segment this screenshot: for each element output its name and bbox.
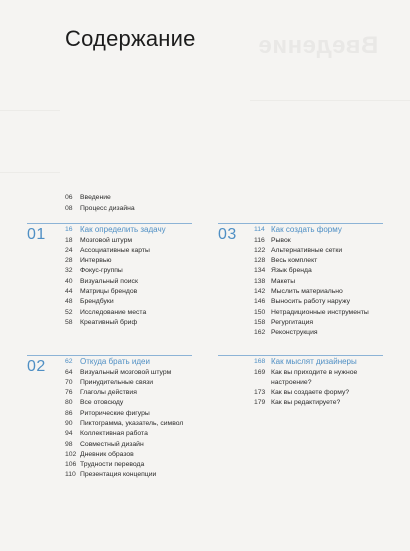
page-number: 179 [254,399,266,407]
page-number: 134 [254,267,266,275]
page-number: 114 [254,226,265,233]
page-number: 48 [65,298,73,306]
toc-entry[interactable] [254,398,357,408]
entry-label: Процесс дизайна [80,204,135,212]
toc-entry[interactable] [254,277,369,287]
section-rule [218,355,383,356]
entry-label: Рывок [271,236,291,244]
section-rule [218,223,383,224]
page-number: 18 [65,236,73,244]
page-number: 80 [65,399,73,407]
heading-label: Откуда брать идеи [80,357,150,366]
heading-label: Как определить задачу [80,225,166,234]
entry-label: Язык бренда [271,267,312,275]
entry-label: Как вы редактируете? [271,399,341,407]
page-number: 62 [65,358,73,365]
ghost-title: Введение [258,32,379,59]
entry-label: Дневник образов [80,450,134,458]
entry-label: Введение [80,194,111,201]
page-number: 142 [254,287,266,295]
toc-entry[interactable] [65,460,183,470]
toc-entry[interactable] [65,266,166,276]
entry-label: Коллективная работа [80,430,148,438]
toc-entry[interactable] [65,388,183,398]
toc-entry[interactable] [65,246,166,256]
page-number: 32 [65,267,73,275]
section-heading[interactable] [65,357,183,368]
entry-label: Альтернативные сетки [271,246,343,254]
toc-entry[interactable] [65,378,183,388]
page-number: 168 [254,358,266,365]
page-number: 162 [254,329,266,337]
toc-entry[interactable] [65,204,135,215]
entry-label: настроение? [271,378,312,386]
page-number: 128 [254,257,266,265]
entry-label: Брендбуки [80,298,114,306]
toc-entry[interactable] [65,398,183,408]
page-number: 150 [254,308,266,316]
page-number: 158 [254,318,266,326]
toc-entry[interactable] [65,368,183,378]
page-number: 08 [65,204,73,212]
page-number: 40 [65,277,73,285]
toc-entry[interactable] [65,440,183,450]
page-number: 173 [254,389,266,397]
entry-label: Презентация концепции [80,471,157,479]
section-number: 01 [27,226,46,243]
entry-label: Исследование места [80,308,147,316]
entry-label: Глаголы действия [80,389,137,397]
toc-entry[interactable] [254,328,369,338]
entry-label: Креативный бриф [80,318,138,326]
toc-entry[interactable] [65,287,166,297]
section-rule [27,355,192,356]
page-number: 106 [65,461,77,469]
entry-label: Визуальный мозговой штурм [80,368,172,376]
entry-label: Реконструкция [271,329,318,337]
toc-entry[interactable] [65,256,166,266]
toc-entry[interactable] [254,287,369,297]
page-title: Содержание [65,26,196,51]
ghost-lines [0,60,410,200]
toc-entry[interactable] [65,419,183,429]
toc-entry[interactable] [65,308,166,318]
page-number: 58 [65,318,73,326]
heading-label: Как создать форму [271,225,342,234]
entry-label: Макеты [271,277,296,285]
entry-label: Как вы приходите в нужное [271,368,358,376]
section-rule [27,223,192,224]
page-number: 98 [65,440,73,448]
section-02 [65,357,183,481]
toc-entry[interactable] [65,297,166,307]
toc-entry[interactable] [254,297,369,307]
toc-entry-continuation [254,378,357,388]
section-heading[interactable] [254,357,357,368]
intro-list [65,193,135,214]
page-number: 102 [65,450,77,458]
toc-entry[interactable] [254,318,369,328]
toc-entry[interactable] [254,388,357,398]
toc-entry[interactable] [65,193,135,204]
entry-label: Мыслить материально [271,287,343,295]
toc-entry[interactable] [65,409,183,419]
section-heading[interactable] [254,225,369,236]
page-number: 122 [254,246,266,254]
entry-label: Принудительные связи [80,378,154,386]
entry-label: Визуальный поиск [80,277,138,285]
entry-label: Выносить работу наружу [271,298,350,306]
page-number: 169 [254,368,266,376]
toc-entry[interactable] [254,246,369,256]
page-number: 110 [65,471,76,479]
page-number: 70 [65,378,73,386]
toc-entry[interactable] [65,429,183,439]
toc-entry[interactable] [254,368,357,378]
page-number: 86 [65,409,73,417]
entry-label: Нетрадиционные инструменты [271,308,369,316]
page-number: 24 [65,246,73,254]
entry-label: Регургитация [271,318,314,326]
entry-label: Как вы создаете форму? [271,389,350,397]
section-01 [65,225,166,328]
entry-label: Риторические фигуры [80,409,150,417]
page-number: 52 [65,308,73,316]
page-number: 146 [254,298,266,306]
toc-entry[interactable] [65,277,166,287]
entry-label: Все отовсюду [80,399,124,407]
toc-entry[interactable] [254,236,369,246]
entry-label: Совместный дизайн [80,440,144,448]
toc-entry[interactable] [65,450,183,460]
page-number: 76 [65,389,73,397]
section-number: 02 [27,358,46,375]
page-number: 06 [65,194,73,201]
toc-entry[interactable] [254,308,369,318]
entry-label: Фокус-группы [80,267,123,275]
page-number: 28 [65,257,73,265]
entry-label: Весь комплект [271,257,318,265]
page-number: 44 [65,287,73,295]
page-number: 64 [65,368,73,376]
toc-entry[interactable] [65,236,166,246]
entry-label: Трудности перевода [80,461,145,469]
toc-entry[interactable] [65,318,166,328]
entry-label: Мозговой штурм [80,236,133,244]
entry-label: Ассоциативные карты [80,246,150,254]
section-number: 03 [218,226,237,243]
entry-label: Пиктограмма, указатель, символ [80,419,184,427]
heading-label: Как мыслят дизайнеры [271,357,357,366]
page-number [254,378,271,388]
page-number: 116 [254,236,265,244]
page-number: 90 [65,419,73,427]
entry-label: Матрицы брендов [80,287,138,295]
toc-entry[interactable] [65,470,183,480]
toc-entry[interactable] [254,266,369,276]
page-number: 138 [254,277,266,285]
page-number: 94 [65,430,73,438]
toc-entry[interactable] [254,256,369,266]
entry-label: Интервью [80,257,112,265]
section-designers [254,357,357,409]
page-number: 16 [65,226,73,233]
section-03 [254,225,369,338]
section-heading[interactable] [65,225,166,236]
